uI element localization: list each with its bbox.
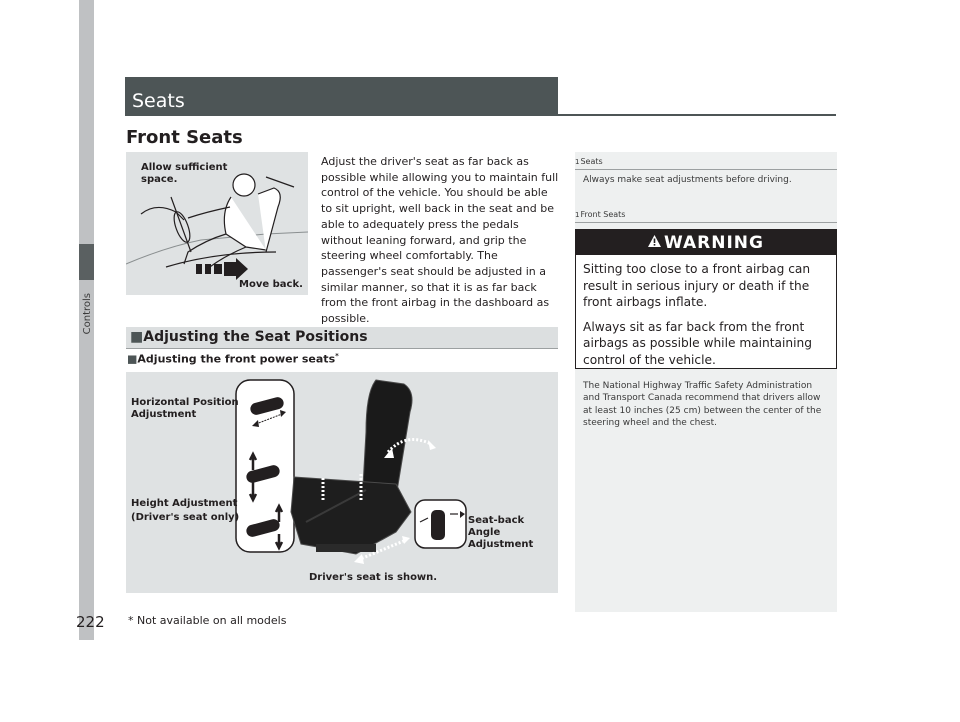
power-seat-heading	[127, 352, 339, 366]
warning-triangle-icon	[648, 232, 661, 244]
note-front-seats-ref: 1	[575, 211, 580, 219]
driver-position-figure	[126, 152, 308, 295]
note-seats-rule	[575, 169, 837, 170]
warning-body	[576, 255, 836, 369]
warning-title: WARNING	[664, 233, 764, 253]
move-back-arrow-icon	[196, 258, 248, 280]
seat-figure-caption: Driver's seat is shown.	[309, 572, 438, 583]
intro-paragraph: Adjust the driver's seat as far back as possible while allowing you to maintain full control of the vehicle. You should be able to sit upright, well back in the seat and be able to adequately press the pedals without leaning forward, and grip the steering wheel comfortably. The passenger's seat should be adjusted in a similar manner, so that it is as far back from the front airbag in the dashboard as possible.	[321, 155, 559, 326]
height-adjustment-label: Height Adjustment (Driver's seat only)	[131, 498, 240, 523]
header-rule	[125, 114, 836, 116]
note-seats-text: Always make seat adjustments before driving.	[583, 175, 792, 185]
power-seat-figure	[126, 372, 558, 593]
warning-paragraph-1: Sitting too close to a front airbag can result in serious injury or death if the front airbags inflate.	[583, 262, 811, 310]
subsection-title: Adjusting the Seat Positions	[143, 329, 368, 345]
warning-header	[576, 230, 836, 255]
power-seat-marker: ■	[127, 352, 138, 366]
page-title: Front Seats	[126, 127, 243, 148]
side-chapter-label: Controls	[82, 293, 93, 335]
section-banner: Seats	[125, 77, 558, 114]
note-seats-ref: 1	[575, 158, 580, 166]
subsection-marker: ■	[130, 329, 144, 345]
seat-body-icon	[291, 380, 412, 554]
note-seats-heading	[575, 157, 603, 166]
asterisk-marker: *	[335, 352, 339, 360]
power-seat-title: Adjusting the front power seats	[137, 352, 336, 366]
move-back-label: Move back.	[239, 279, 303, 290]
subsection-heading	[126, 327, 558, 348]
note-seats-title: Seats	[580, 157, 603, 166]
footnote: * Not available on all models	[128, 614, 287, 627]
nhtsa-note-text: The National Highway Traffic Safety Administration and Transport Canada recommend that drivers allow at least 10 inches (25 cm) between the center of the steering wheel and the chest.	[583, 381, 822, 429]
side-index-tab-active	[79, 244, 94, 280]
subsection-rule	[126, 348, 558, 349]
note-front-seats-title: Front Seats	[580, 210, 626, 219]
note-front-seats-rule	[575, 222, 837, 223]
seatback-angle-label: Seat-back Angle Adjustment	[468, 515, 534, 550]
page-number: 222	[76, 613, 105, 631]
allow-space-label: Allow sufficient space.	[141, 162, 228, 185]
warning-paragraph-2: Always sit as far back from the front airbags as possible while maintaining control of the vehicle.	[583, 319, 812, 367]
warning-box	[575, 229, 837, 369]
horizontal-position-label: Horizontal Position Adjustment	[131, 397, 239, 420]
note-front-seats-heading	[575, 210, 625, 219]
